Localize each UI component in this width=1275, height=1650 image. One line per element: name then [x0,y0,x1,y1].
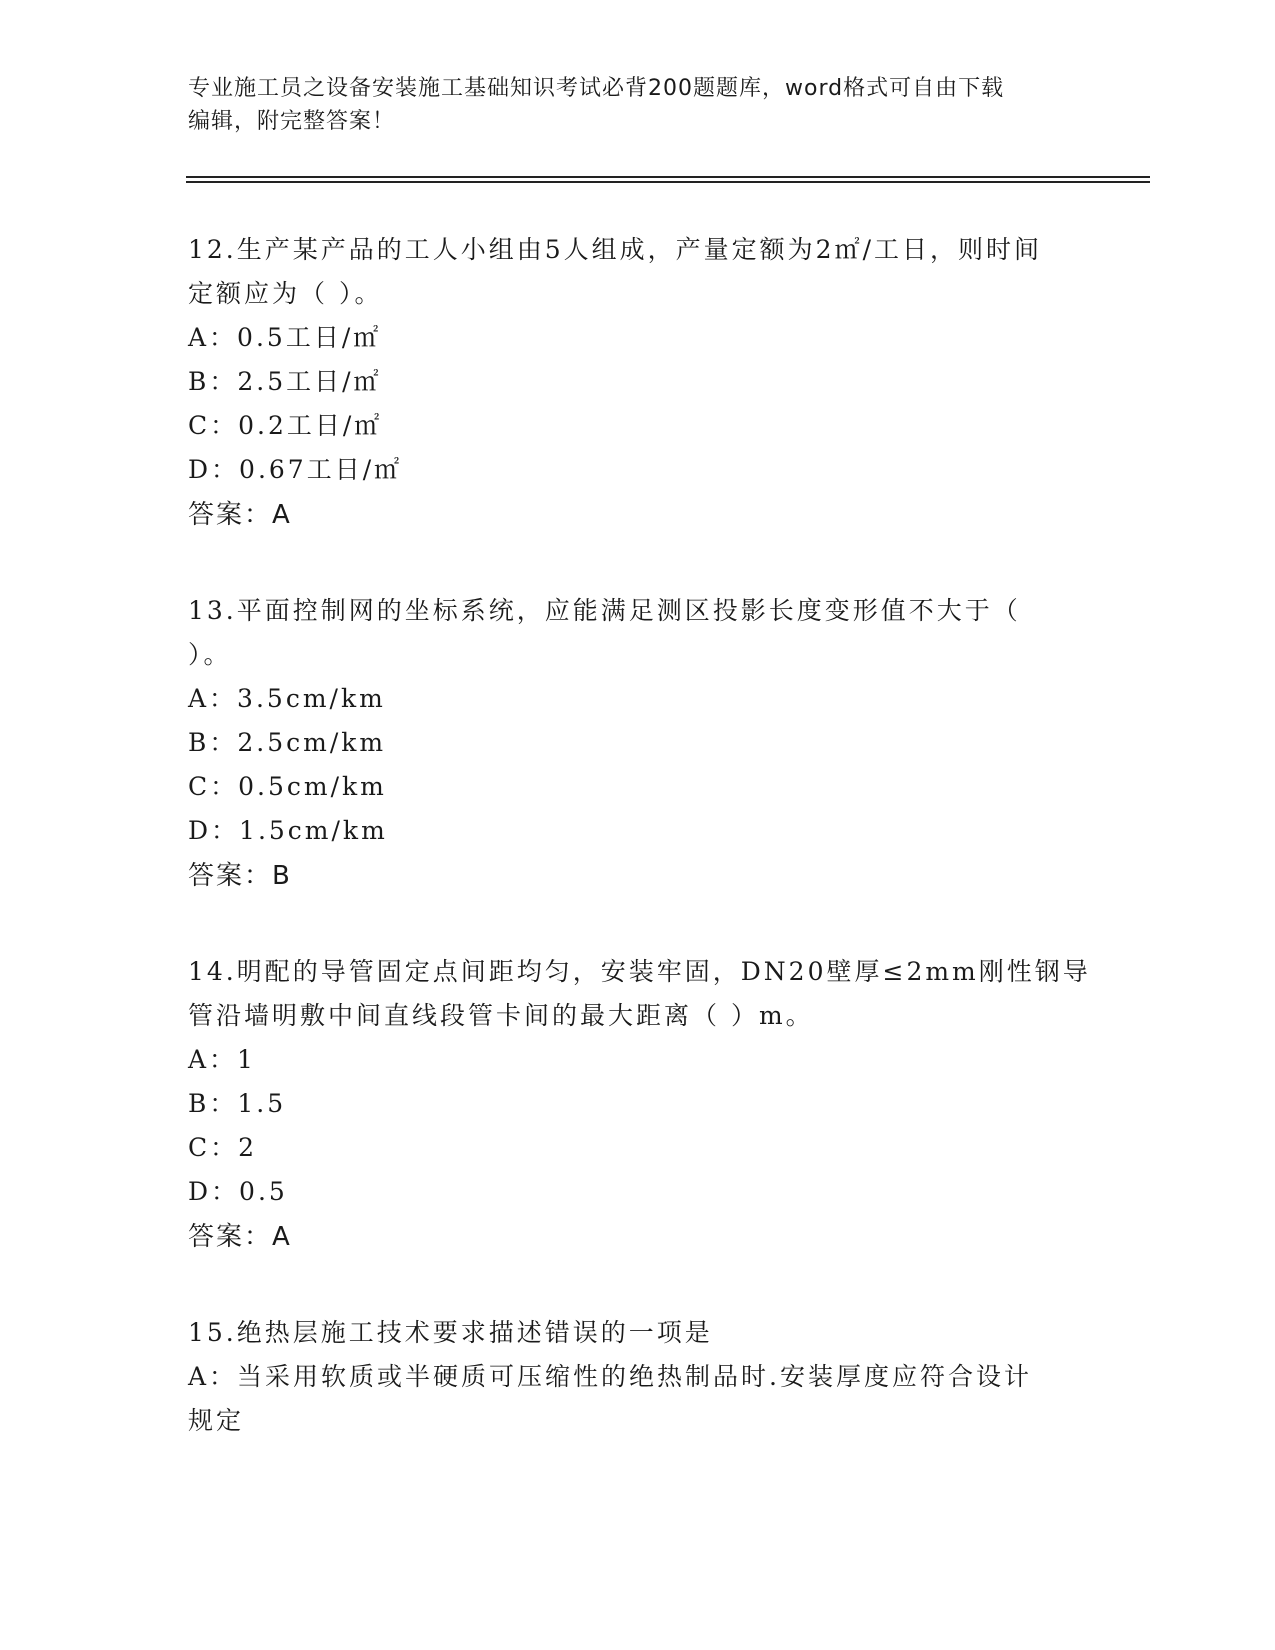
option-a: A：1 [188,1045,256,1074]
header-divider-top [186,176,1150,178]
header-title-line1: 专业施工员之设备安装施工基础知识考试必背200题题库，word格式可自由下载 [188,76,1005,101]
option-d: D：0.67工日/㎡ [188,455,403,484]
question-stem-line2: ）。 [188,640,232,669]
option-b: B：2.5工日/㎡ [188,367,382,396]
header-divider-bottom [186,181,1150,183]
option-c: C：0.5cm/km [188,772,387,801]
option-b: B：1.5 [188,1089,287,1118]
option-c: C：2 [188,1133,258,1162]
option-d: D：1.5cm/km [188,816,388,845]
option-d: D：0.5 [188,1177,288,1206]
question-stem-line1: 14.明配的导管固定点间距均匀，安装牢固，DN20壁厚≤2mm刚性钢导 [188,957,1091,986]
header-title-line2: 编辑，附完整答案！ [188,109,396,134]
option-c: C：0.2工日/㎡ [188,411,383,440]
question-stem-line1: 15.绝热层施工技术要求描述错误的一项是 [188,1318,713,1347]
option-a: A：当采用软质或半硬质可压缩性的绝热制品时.安装厚度应符合设计 [188,1362,1033,1391]
answer: 答案：A [188,1222,292,1252]
question-stem-line1: 12.生产某产品的工人小组由5人组成，产量定额为2㎡/工日，则时间 [188,235,1042,264]
option-b: B：2.5cm/km [188,728,387,757]
option-a-continued: 规定 [188,1406,245,1435]
header-title [188,72,1088,138]
question-stem-line2: 定额应为（ ）。 [188,279,383,308]
answer: 答案：B [188,861,292,891]
question-stem-line1: 13.平面控制网的坐标系统，应能满足测区投影长度变形值不大于（ [188,596,1021,625]
option-a: A：3.5cm/km [188,684,386,713]
answer: 答案：A [188,500,292,530]
question-stem-line2: 管沿墙明敷中间直线段管卡间的最大距离（ ）m。 [188,1001,814,1030]
option-a: A：0.5工日/㎡ [188,323,382,352]
